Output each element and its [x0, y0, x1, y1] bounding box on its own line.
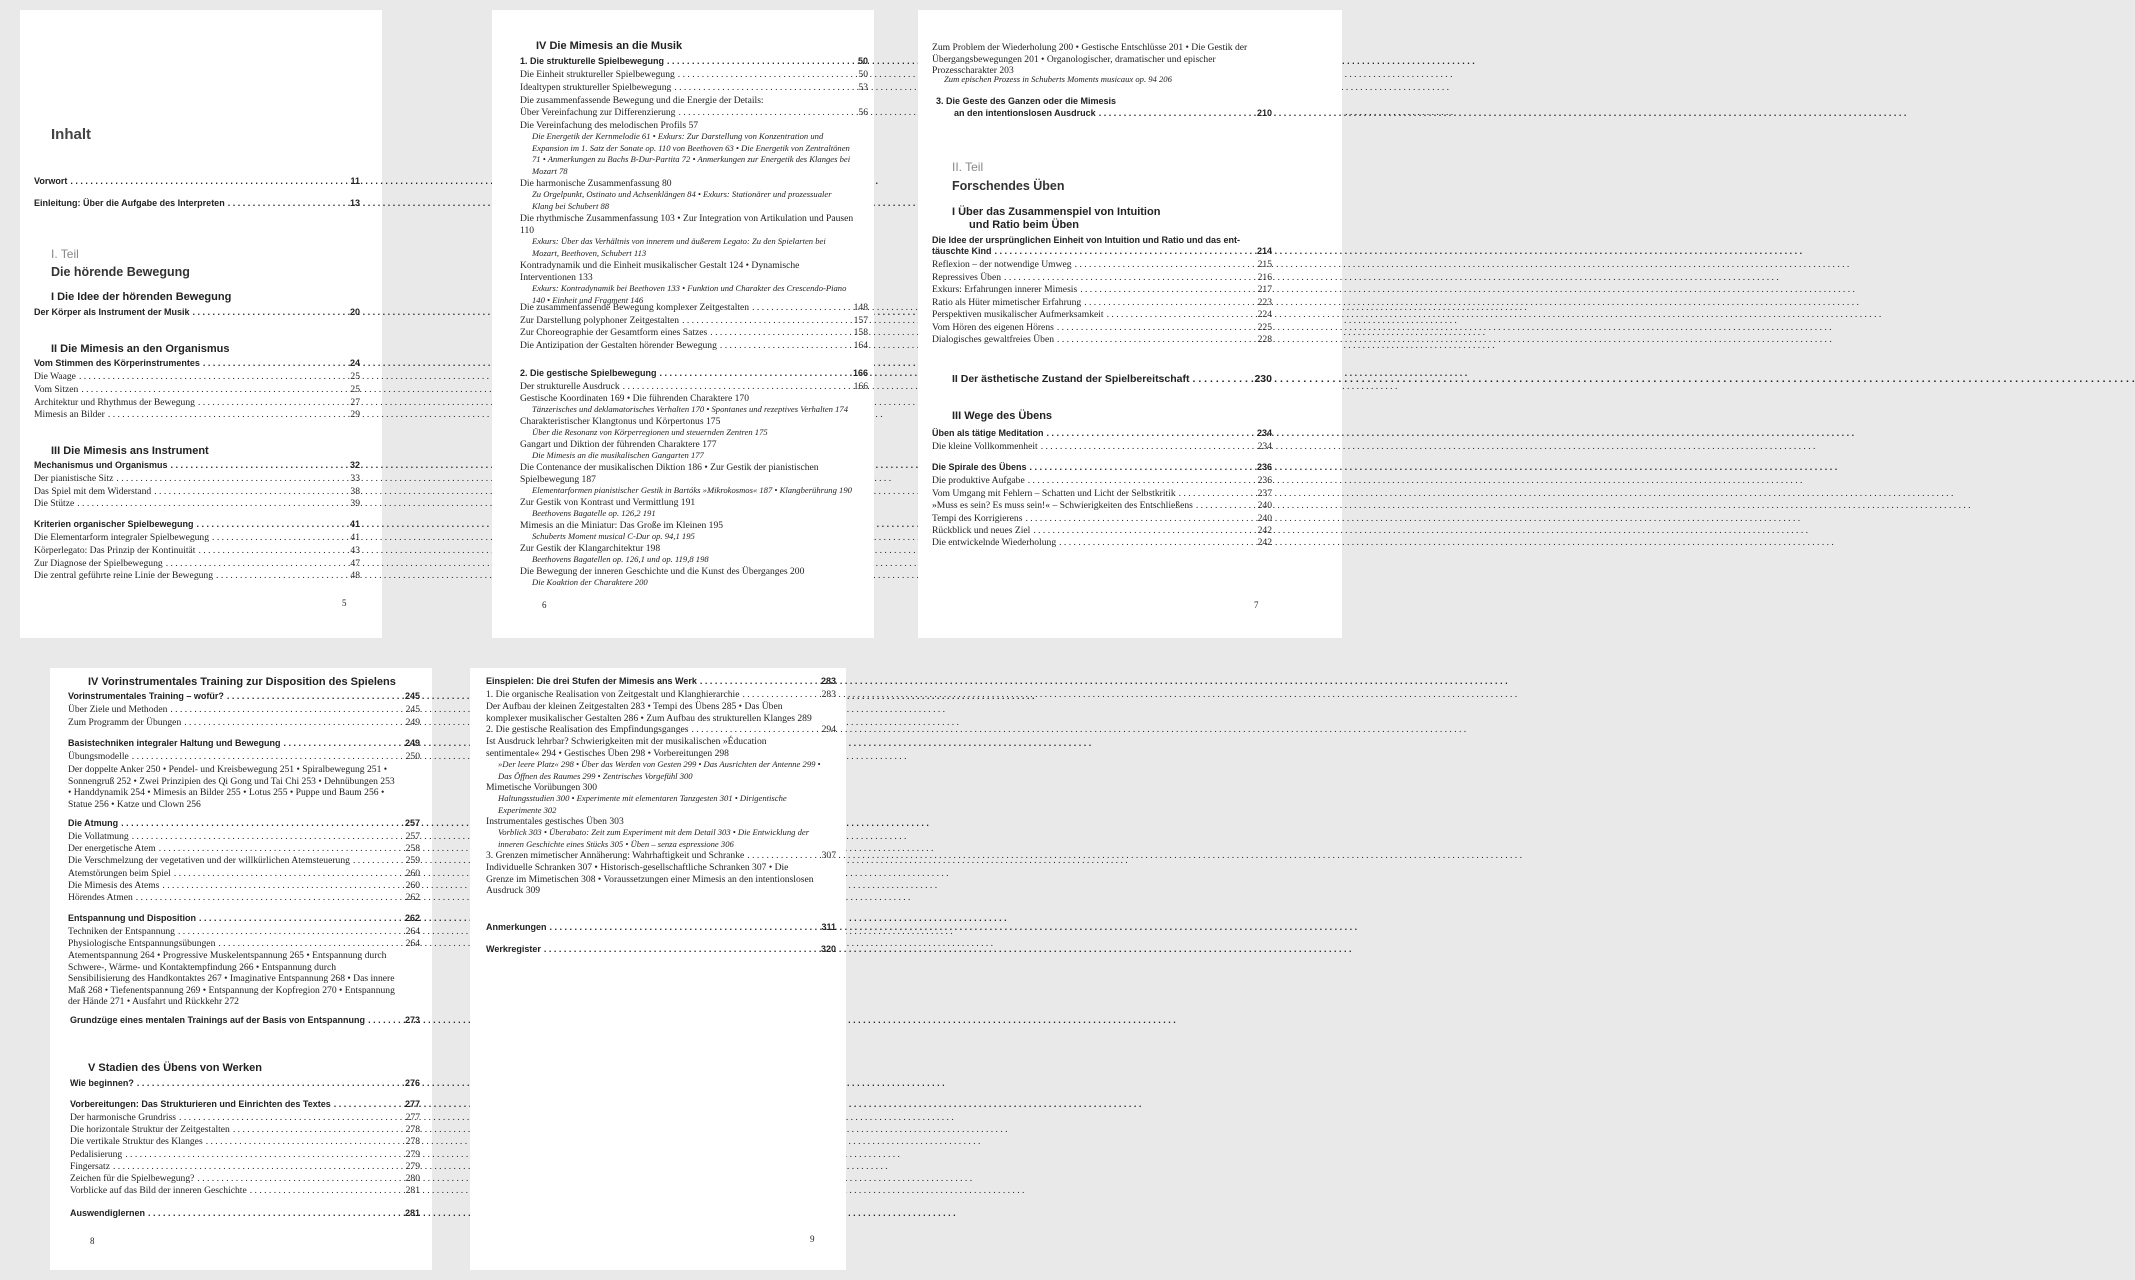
page-number: 6 — [542, 600, 547, 610]
toc-entry: Die zentral geführte reine Linie der Bewegung . . . 48 — [34, 570, 360, 582]
toc-entry: Ist Ausdruck lehrbar? Schwierigkeiten mit der musikalischen »Éducation sentimentale« 294 • Gestisches Üben 298 • Vorbereitungen 298 — [486, 736, 767, 759]
toc-entry: Zur Choreographie der Gesamtform eines Satzes . . . 158 — [520, 327, 868, 339]
toc-entry: Die entwickelnde Wiederholung . . . 242 — [932, 537, 1272, 549]
toc-entry: Atementspannung 264 • Progressive Muskelentspannung 265 • Entspannung durch Schwere-, Wärme- und Kontaktempfindung 266 • Entspannung durch Sensibilisierung des Handkontaktes 267 • Imaginative Entspannung 268 • Das innere Maß 268 • Tiefenentspannung 269 • Entspannung der Kopfregion 270 • Entspannung der Hände 271 • Ausfahrt und Rückkehr 272 — [68, 950, 395, 1008]
page-5 — [20, 10, 382, 638]
toc-entry: Grundzüge eines mentalen Trainings auf der Basis von Entspannung . . . 273 — [70, 1015, 420, 1027]
toc-entry: Die Einheit struktureller Spielbewegung . . . 50 — [520, 69, 868, 81]
toc-entry: Der Körper als Instrument der Musik . . . 20 — [34, 307, 360, 319]
toc-entry: Die Antizipation der Gestalten hörender Bewegung . . . 164 — [520, 340, 868, 352]
toc-entry: Auswendiglernen . . . 281 — [70, 1208, 420, 1220]
toc-entry: Gestische Koordinaten 169 • Die führenden Charaktere 170 — [520, 393, 750, 404]
toc-entry: Die harmonische Zusammenfassung 80 — [520, 178, 672, 189]
toc-subentry: Beethovens Bagatellen op. 126,1 und op. 119,8 198 — [532, 554, 709, 564]
section-heading: I Über das Zusammenspiel von Intuition — [952, 206, 1161, 218]
toc-entry: Mimesis an Bilder . . . 29 — [34, 409, 360, 421]
toc-entry: Tempi des Korrigierens . . . 240 — [932, 513, 1272, 525]
toc-entry: Über Ziele und Methoden . . . 245 — [68, 704, 420, 716]
page-number: 7 — [1254, 600, 1259, 610]
toc-entry: Dialogisches gewaltfreies Üben . . . 228 — [932, 334, 1272, 346]
toc-entry: Zum Programm der Übungen . . . 249 — [68, 717, 420, 729]
toc-subentry: Schuberts Moment musical C-Dur op. 94,1 195 — [532, 531, 695, 541]
toc-entry: Gangart und Diktion der führenden Charaktere 177 — [520, 439, 717, 450]
toc-entry: Üben als tätige Meditation . . . 234 — [932, 428, 1272, 440]
toc-entry: Vorbereitungen: Das Strukturieren und Einrichten des Textes . . . 277 — [70, 1099, 420, 1111]
toc-entry: Wie beginnen? . . . 276 — [70, 1078, 420, 1090]
part-title: Die hörende Bewegung — [51, 265, 190, 279]
toc-entry: Die Idee der ursprünglichen Einheit von Intuition und Ratio und das ent- — [932, 235, 1241, 245]
toc-entry: Die Mimesis des Atems . . . 260 — [68, 880, 420, 892]
toc-entry: Einleitung: Über die Aufgabe des Interpreten . . . 13 — [34, 198, 360, 210]
toc-entry: Das Spiel mit dem Widerstand . . . 38 — [34, 486, 360, 498]
toc-title: Inhalt — [51, 126, 91, 143]
toc-entry: an den intentionslosen Ausdruck . . . 210 — [954, 108, 1272, 120]
part-label: II. Teil — [952, 160, 984, 174]
toc-entry: Der harmonische Grundriss . . . 277 — [70, 1112, 420, 1124]
page-9 — [470, 668, 846, 1270]
toc-entry: Die zusammenfassende Bewegung und die Energie der Details: — [520, 95, 764, 106]
toc-entry: Techniken der Entspannung . . . 264 — [68, 926, 420, 938]
section-heading: II Die Mimesis an den Organismus — [51, 343, 230, 355]
toc-entry: Kontradynamik und die Einheit musikalischer Gestalt 124 • Dynamische Interventionen 133 — [520, 260, 800, 283]
part-title: Forschendes Üben — [952, 179, 1065, 193]
toc-entry: Vom Hören des eigenen Hörens . . . 225 — [932, 322, 1272, 334]
toc-entry: Die rhythmische Zusammenfassung 103 • Zur Integration von Artikulation und Pausen 110 — [520, 213, 854, 236]
toc-entry: Vorwort . . . 11 — [34, 176, 360, 188]
toc-entry: Rückblick und neues Ziel . . . 242 — [932, 525, 1272, 537]
toc-entry: Die kleine Vollkommenheit . . . 234 — [932, 441, 1272, 453]
toc-entry: Architektur und Rhythmus der Bewegung . . . 27 — [34, 397, 360, 409]
toc-entry: 3. Grenzen mimetischer Annäherung: Wahrhaftigkeit und Schranke . . . 307 — [486, 850, 836, 862]
toc-entry: Individuelle Schranken 307 • Historisch-gesellschaftliche Schranken 307 • Die Grenze im Mimetischen 308 • Voraussetzungen einer Mimesis an den intentionslosen Ausdruck 309 — [486, 862, 814, 897]
toc-entry: Der Aufbau der kleinen Zeitgestalten 283 • Tempi des Übens 285 • Das Üben komplexer musikalischer Gestalten 286 • Zum Aufbau des strukturellen Klanges 289 — [486, 701, 812, 724]
toc-subentry: Beethovens Bagatelle op. 126,2 191 — [532, 508, 656, 518]
toc-entry: Atemstörungen beim Spiel . . . 260 — [68, 868, 420, 880]
toc-entry: Einspielen: Die drei Stufen der Mimesis ans Werk . . . 283 — [486, 676, 836, 688]
toc-entry: Der pianistische Sitz . . . 33 — [34, 473, 360, 485]
toc-entry: Basistechniken integraler Haltung und Bewegung . . . 249 — [68, 738, 420, 750]
toc-entry: Die Atmung . . . 257 — [68, 818, 420, 830]
toc-subentry: Elementarformen pianistischer Gestik in Bartóks »Mikrokosmos« 187 • Klangberührung 190 — [532, 485, 852, 495]
toc-entry: Charakteristischer Klangtonus und Körpertonus 175 — [520, 416, 721, 427]
toc-subentry: Zum epischen Prozess in Schuberts Moments musicaux op. 94 206 — [944, 74, 1172, 84]
part-label: I. Teil — [51, 247, 79, 261]
toc-entry: Der strukturelle Ausdruck . . . 166 — [520, 381, 868, 393]
toc-entry: Kriterien organischer Spielbewegung . . . 41 — [34, 519, 360, 531]
toc-entry: Die zusammenfassende Bewegung komplexer Zeitgestalten . . . 148 — [520, 302, 868, 314]
toc-entry: Übungsmodelle . . . 250 — [68, 751, 420, 763]
section-heading: V Stadien des Übens von Werken — [88, 1062, 263, 1074]
toc-entry: Zur Darstellung polyphoner Zeitgestalten . . . 157 — [520, 315, 868, 327]
page-6 — [492, 10, 874, 638]
toc-entry: Die Elementarform integraler Spielbewegung . . . 41 — [34, 532, 360, 544]
toc-entry: Pedalisierung . . . 279 — [70, 1149, 420, 1161]
toc-entry: Körperlegato: Das Prinzip der Kontinuität . . . 43 — [34, 545, 360, 557]
toc-subentry: Tänzerisches und deklamatorisches Verhalten 170 • Spontanes und rezeptives Verhalten 174 — [532, 404, 849, 414]
toc-entry: Die horizontale Struktur der Zeitgestalten . . . 278 — [70, 1124, 420, 1136]
toc-entry: Die Stütze . . . 39 — [34, 498, 360, 510]
toc-subentry: »Der leere Platz« 298 • Über das Werden von Gesten 299 • Das Ausrichten der Antenne 299 • Das Öffnen des Raumes 299 • Zentrisches Vorgefühl 300 — [498, 759, 821, 781]
toc-entry: 2. Die gestische Realisation des Empfindungsganges . . . 294 — [486, 724, 836, 736]
section-heading: I Die Idee der hörenden Bewegung — [51, 291, 232, 303]
toc-subentry: Exkurs: Kontradynamik bei Beethoven 133 • Funktion und Charakter des Crescendo-Piano 140 • Einheit und Fragment 146 — [532, 283, 847, 305]
page-number: 5 — [342, 598, 347, 608]
toc-entry: Die Vollatmung . . . 257 — [68, 831, 420, 843]
toc-entry: Mechanismus und Organismus . . . 32 — [34, 460, 360, 472]
toc-entry: Werkregister . . . 320 — [486, 944, 836, 956]
toc-entry: Perspektiven musikalischer Aufmerksamkeit . . . 224 — [932, 309, 1272, 321]
toc-subentry: Exkurs: Über das Verhältnis von innerem und äußerem Legato: Zu den Spielarten bei Mozart, Beethoven, Schubert 113 — [532, 236, 826, 258]
toc-entry: Zur Gestik der Klangarchitektur 198 — [520, 543, 661, 554]
toc-entry: Mimesis an die Miniatur: Das Große im Kleinen 195 — [520, 520, 724, 531]
toc-subentry: Zu Orgelpunkt, Ostinato und Achsenklängen 84 • Exkurs: Stationärer und prozessualer Klang bei Schubert 88 — [532, 189, 832, 211]
page-number: 9 — [810, 1234, 815, 1244]
section-heading: und Ratio beim Üben — [969, 219, 1079, 231]
toc-entry: II Der ästhetische Zustand der Spielbereitschaft . . . 230 — [952, 374, 1272, 386]
toc-subentry: Die Koaktion der Charaktere 200 — [532, 577, 648, 587]
toc-entry: Zur Gestik von Kontrast und Vermittlung 191 — [520, 497, 696, 508]
toc-entry: Die Vereinfachung des melodischen Profils 57 — [520, 120, 699, 131]
toc-entry: Mimetische Vorübungen 300 — [486, 782, 598, 793]
toc-entry: Exkurs: Erfahrungen innerer Mimesis . . . 217 — [932, 284, 1272, 296]
toc-entry: Physiologische Entspannungsübungen . . . 264 — [68, 938, 420, 950]
toc-entry: Die Bewegung der inneren Geschichte und die Kunst des Überganges 200 — [520, 566, 805, 577]
toc-entry: Über Vereinfachung zur Differenzierung . . . 56 — [520, 107, 868, 119]
toc-entry: Vom Sitzen . . . 25 — [34, 384, 360, 396]
toc-subentry: Haltungsstudien 300 • Experimente mit elementaren Tanzgesten 301 • Dirigentische Experimente 302 — [498, 793, 787, 815]
toc-entry: 1. Die organische Realisation von Zeitgestalt und Klanghierarchie . . . 283 — [486, 689, 836, 701]
toc-entry: Die produktive Aufgabe . . . 236 — [932, 475, 1272, 487]
toc-entry: Hörendes Atmen . . . 262 — [68, 892, 420, 904]
toc-subentry: Die Mimesis an die musikalischen Gangarten 177 — [532, 450, 704, 460]
toc-entry: Zur Diagnose der Spielbewegung . . . 47 — [34, 558, 360, 570]
toc-entry: Die Waage . . . 25 — [34, 371, 360, 383]
toc-entry: Reflexion – der notwendige Umweg . . . 215 — [932, 259, 1272, 271]
toc-entry: »Muss es sein? Es muss sein!« – Schwierigkeiten des Entschließens . . . 240 — [932, 500, 1272, 512]
toc-entry: Die vertikale Struktur des Klanges . . . 278 — [70, 1136, 420, 1148]
toc-entry: Zeichen für die Spielbewegung? . . . 280 — [70, 1173, 420, 1185]
page-number: 8 — [90, 1236, 95, 1246]
toc-subentry: Vorblick 303 • Überabato: Zeit zum Experiment mit dem Detail 303 • Die Entwicklung der inneren Geschichte eines Stücks 305 • Üben – senza espressione 306 — [498, 827, 810, 849]
toc-entry: Entspannung und Disposition . . . 262 — [68, 913, 420, 925]
toc-entry: Repressives Üben . . . 216 — [932, 272, 1272, 284]
section-heading: IV Die Mimesis an die Musik — [536, 40, 683, 52]
toc-entry: Die Contenance der musikalischen Diktion 186 • Zur Gestik der pianistischen Spielbewegung 187 — [520, 462, 819, 485]
toc-entry: Instrumentales gestisches Üben 303 — [486, 816, 624, 827]
toc-subentry: Die Energetik der Kernmelodie 61 • Exkurs: Zur Darstellung von Konzentration und Expansion im 1. Satz der Sonate op. 110 von Beethoven 63 • Die Energetik von Zentraltönen 71 • Anmerkungen zu Bachs B-Dur-Partita 72 • Anmerkungen zur Energetik des Klanges bei Mozart 78 — [532, 131, 851, 176]
page-7 — [918, 10, 1342, 638]
toc-entry: Fingersatz . . . 279 — [70, 1161, 420, 1173]
section-heading: III Wege des Übens — [952, 410, 1053, 422]
toc-entry: Zum Problem der Wiederholung 200 • Gestische Entschlüsse 201 • Die Gestik der Übergangsbewegungen 201 • Organologischer, dramatischer und epischer Prozesscharakter 203 — [932, 42, 1248, 77]
toc-entry: Der doppelte Anker 250 • Pendel- und Kreisbewegung 251 • Spiralbewegung 251 • Sonnengruß 252 • Zwei Prinzipien des Qi Gong und Tai Chi 253 • Dehnübungen 253 • Handdynamik 254 • Mimesis an Bilder 255 • Lotus 255 • Puppe und Baum 256 • Statue 256 • Katze und Clown 256 — [68, 764, 395, 810]
toc-entry: Vorblicke auf das Bild der inneren Geschichte . . . 281 — [70, 1185, 420, 1197]
toc-entry: Idealtypen struktureller Spielbewegung . . . 53 — [520, 82, 868, 94]
toc-entry: Vorinstrumentales Training – wofür? . . . 245 — [68, 691, 420, 703]
toc-entry: Ratio als Hüter mimetischer Erfahrung . . . 223 — [932, 297, 1272, 309]
toc-entry: 1. Die strukturelle Spielbewegung . . . 50 — [520, 56, 868, 68]
toc-entry: täuschte Kind . . . 214 — [932, 246, 1272, 258]
toc-subentry: Über die Resonanz von Körperregionen und steuernden Zentren 175 — [532, 427, 768, 437]
page-8 — [50, 668, 432, 1270]
toc-entry: Die Spirale des Übens . . . 236 — [932, 462, 1272, 474]
toc-entry: Vom Stimmen des Körperinstrumentes . . . 24 — [34, 358, 360, 370]
section-heading: 3. Die Geste des Ganzen oder die Mimesis — [936, 96, 1117, 106]
toc-entry: Die Verschmelzung der vegetativen und der willkürlichen Atemsteuerung . . . 259 — [68, 855, 420, 867]
section-heading: III Die Mimesis ans Instrument — [51, 445, 209, 457]
toc-entry: Der energetische Atem . . . 258 — [68, 843, 420, 855]
toc-entry: 2. Die gestische Spielbewegung . . . 166 — [520, 368, 868, 380]
toc-entry: Anmerkungen . . . 311 — [486, 922, 836, 934]
section-heading: IV Vorinstrumentales Training zur Disposition des Spielens — [88, 676, 396, 688]
toc-entry: Vom Umgang mit Fehlern – Schatten und Licht der Selbstkritik . . . 237 — [932, 488, 1272, 500]
